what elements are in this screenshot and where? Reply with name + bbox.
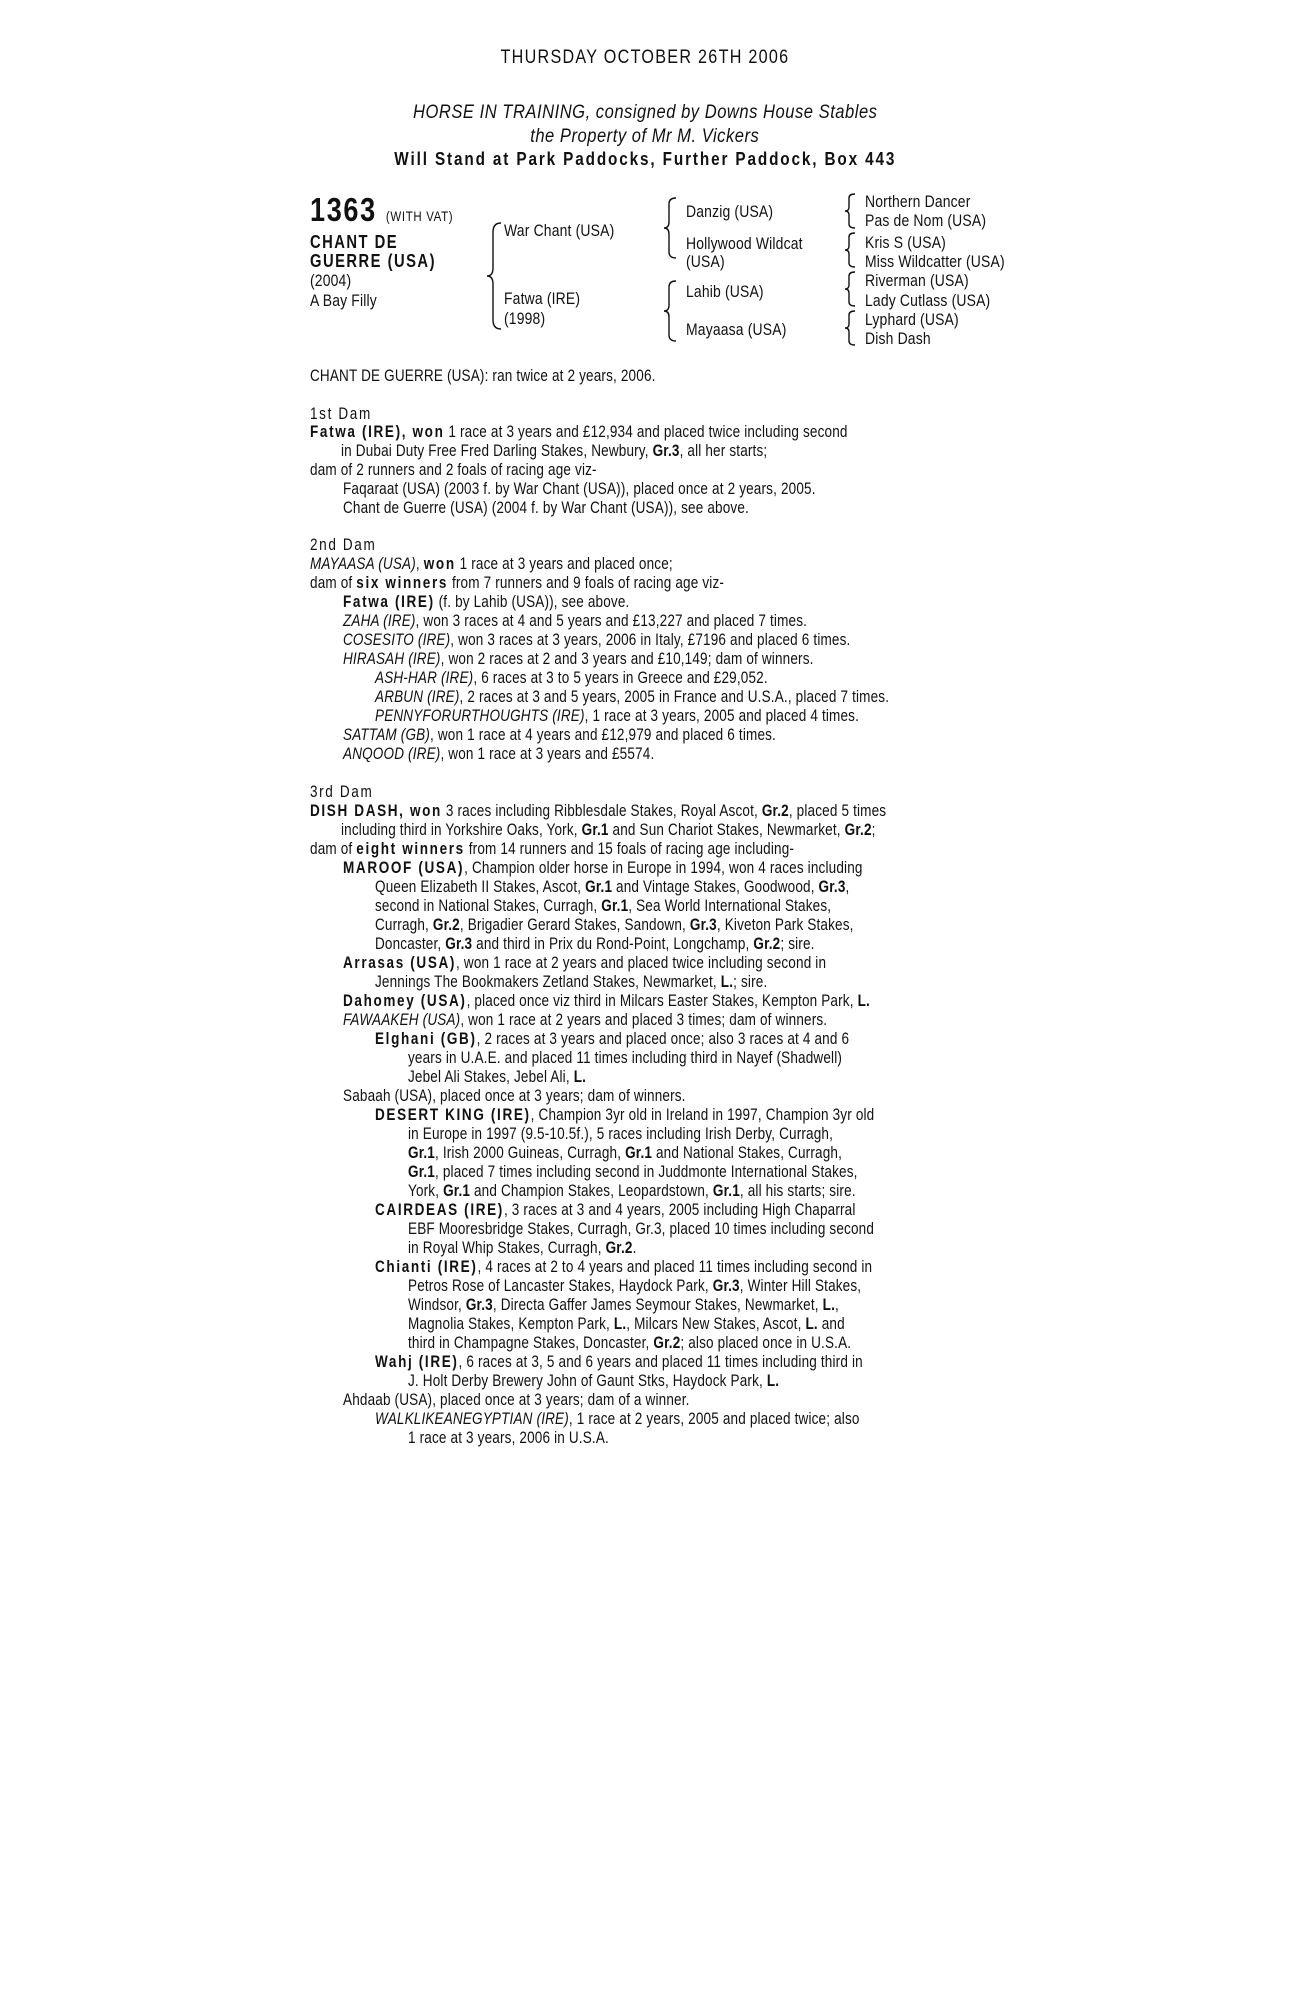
pedigree-sire: War Chant (USA): [504, 221, 615, 240]
pedigree-dam-sire: Lahib (USA): [686, 282, 764, 301]
second-dam-grandproduce-penny: PENNYFORURTHOUGHTS (IRE), 1 race at 3 years, 2005 and placed 4 times.: [375, 707, 860, 725]
dahomey-line: Dahomey (USA), placed once viz third in Milcars Easter Stakes, Kempton Park, L.: [343, 992, 870, 1010]
second-dam-produce-sattam: SATTAM (GB), won 1 race at 4 years and £12,979 and placed 6 times.: [343, 726, 776, 744]
chianti-line-4: Magnolia Stakes, Kempton Park, L., Milcars New Stakes, Ascot, L. and: [408, 1315, 845, 1333]
ahdaab-line: Ahdaab (USA), placed once at 3 years; dam of a winner.: [343, 1391, 690, 1409]
third-dam-heading: 3rd Dam: [310, 783, 374, 801]
fawaakeh-line: FAWAAKEH (USA), won 1 race at 2 years and placed 3 times; dam of winners.: [343, 1011, 828, 1029]
pedigree-sire-dam-country: (USA): [686, 252, 725, 271]
second-dam-line-1: MAYAASA (USA), won 1 race at 3 years and placed once;: [310, 555, 673, 573]
chianti-line-2: Petros Rose of Lancaster Stakes, Haydock Park, Gr.3, Winter Hill Stakes,: [408, 1277, 862, 1295]
third-dam-line-2: including third in Yorkshire Oaks, York, Gr.1 and Sun Chariot Stakes, Newmarket, Gr.2;: [341, 821, 876, 839]
pedigree-brace-ds: [843, 271, 859, 307]
maroof-line-5: Doncaster, Gr.3 and third in Prix du Rond-Point, Longchamp, Gr.2; sire.: [375, 935, 815, 953]
second-dam-produce-hirasah: HIRASAH (IRE), won 2 races at 2 and 3 years and £10,149; dam of winners.: [343, 650, 814, 668]
pedigree-dam-year: (1998): [504, 309, 546, 328]
desert-king-line-2: in Europe in 1997 (9.5-10.5f.), 5 races including Irish Derby, Curragh,: [408, 1125, 834, 1143]
pedigree-ddd: Dish Dash: [865, 329, 931, 348]
pedigree-dam: Fatwa (IRE): [504, 289, 581, 308]
second-dam-heading: 2nd Dam: [310, 536, 377, 554]
pedigree-brace-dd: [843, 310, 859, 346]
chianti-line-1: Chianti (IRE), 4 races at 2 to 4 years and placed 11 times including second in: [375, 1258, 873, 1276]
second-dam-grandproduce-arbun: ARBUN (IRE), 2 races at 3 and 5 years, 2005 in France and U.S.A., placed 7 times.: [375, 688, 890, 706]
elghani-line-1: Elghani (GB), 2 races at 3 years and placed once; also 3 races at 4 and 6: [375, 1030, 850, 1048]
first-dam-produce-2: Chant de Guerre (USA) (2004 f. by War Chant (USA)), see above.: [343, 499, 749, 517]
pedigree-sdd: Miss Wildcatter (USA): [865, 252, 1005, 271]
third-dam-line-3: dam of eight winners from 14 runners and 15 foals of racing age including-: [310, 840, 795, 858]
chianti-line-5: third in Champagne Stakes, Doncaster, Gr.2; also placed once in U.S.A.: [408, 1334, 852, 1352]
third-dam-line-1: DISH DASH, won 3 races including Ribblesdale Stakes, Royal Ascot, Gr.2, placed 5 times: [310, 802, 887, 820]
first-dam-line-3: dam of 2 runners and 2 foals of racing age viz-: [310, 461, 597, 479]
consignor-line: HORSE IN TRAINING, consigned by Downs House Stables: [412, 101, 878, 123]
cairdeas-line-3: in Royal Whip Stakes, Curragh, Gr.2.: [408, 1239, 637, 1257]
second-dam-produce-cosesito: COSESITO (IRE), won 3 races at 3 years, 2006 in Italy, £7196 and placed 6 times.: [343, 631, 851, 649]
foaling-year: (2004): [310, 271, 352, 290]
maroof-line-1: MAROOF (USA), Champion older horse in Europe in 1994, won 4 races including: [343, 859, 863, 877]
pedigree-brace-gen1: [485, 222, 505, 330]
chianti-line-3: Windsor, Gr.3, Directa Gaffer James Seymour Stakes, Newmarket, L.,: [408, 1296, 839, 1314]
pedigree-brace-ss: [843, 193, 859, 229]
lot-number: 1363 (WITH VAT): [310, 191, 454, 228]
pedigree-brace-dam: [662, 280, 680, 342]
wahj-line-1: Wahj (IRE), 6 races at 3, 5 and 6 years and placed 11 times including third in: [375, 1353, 863, 1371]
walklike-line-1: WALKLIKEANEGYPTIAN (IRE), 1 race at 2 years, 2005 and placed twice; also: [375, 1410, 860, 1428]
pedigree-ssd: Pas de Nom (USA): [865, 211, 987, 230]
wahj-line-2: J. Holt Derby Brewery John of Gaunt Stks, Haydock Park, L.: [408, 1372, 780, 1390]
walklike-line-2: 1 race at 3 years, 2006 in U.S.A.: [408, 1429, 609, 1447]
second-dam-produce-zaha: ZAHA (IRE), won 3 races at 4 and 5 years and £13,227 and placed 7 times.: [343, 612, 808, 630]
horse-name-line1: CHANT DE: [310, 232, 399, 252]
pedigree-brace-sire: [662, 197, 680, 259]
pedigree-sire-dam: Hollywood Wildcat: [686, 234, 803, 253]
pedigree-dsd: Lady Cutlass (USA): [865, 291, 991, 310]
second-dam-grandproduce-ashhar: ASH-HAR (IRE), 6 races at 3 to 5 years in Greece and £29,052.: [375, 669, 768, 687]
desert-king-line-3: Gr.1, Irish 2000 Guineas, Curragh, Gr.1 and National Stakes, Curragh,: [408, 1144, 843, 1162]
cairdeas-line-2: EBF Mooresbridge Stakes, Curragh, Gr.3, placed 10 times including second: [408, 1220, 875, 1238]
maroof-line-3: second in National Stakes, Curragh, Gr.1, Sea World International Stakes,: [375, 897, 832, 915]
horse-name-line2: GUERRE (USA): [310, 251, 436, 271]
cairdeas-line-1: CAIRDEAS (IRE), 3 races at 3 and 4 years, 2005 including High Chaparral: [375, 1201, 856, 1219]
arrasas-line-1: Arrasas (USA), won 1 race at 2 years and placed twice including second in: [343, 954, 827, 972]
sale-date: THURSDAY OCTOBER 26TH 2006: [500, 47, 790, 68]
maroof-line-4: Curragh, Gr.2, Brigadier Gerard Stakes, Sandown, Gr.3, Kiveton Park Stakes,: [375, 916, 854, 934]
second-dam-line-2: dam of six winners from 7 runners and 9 foals of racing age viz-: [310, 574, 725, 592]
vat-note: (WITH VAT): [385, 208, 454, 224]
owner-line: the Property of Mr M. Vickers: [530, 125, 760, 147]
second-dam-produce-anqood: ANQOOD (IRE), won 1 race at 3 years and £5574.: [343, 745, 655, 763]
desert-king-line-5: York, Gr.1 and Champion Stakes, Leopardstown, Gr.1, all his starts; sire.: [408, 1182, 856, 1200]
desert-king-line-4: Gr.1, placed 7 times including second in Juddmonte International Stakes,: [408, 1163, 858, 1181]
first-dam-line-2: in Dubai Duty Free Fred Darling Stakes, Newbury, Gr.3, all her starts;: [341, 442, 768, 460]
elghani-line-2: years in U.A.E. and placed 11 times including third in Nayef (Shadwell): [408, 1049, 843, 1067]
desert-king-line-1: DESERT KING (IRE), Champion 3yr old in Ireland in 1997, Champion 3yr old: [375, 1106, 875, 1124]
pedigree-dam-dam: Mayaasa (USA): [686, 320, 787, 339]
pedigree-dss: Riverman (USA): [865, 271, 969, 290]
race-summary: CHANT DE GUERRE (USA): ran twice at 2 years, 2006.: [310, 367, 656, 385]
arrasas-line-2: Jennings The Bookmakers Zetland Stakes, Newmarket, L.; sire.: [375, 973, 768, 991]
first-dam-heading: 1st Dam: [310, 405, 372, 423]
first-dam-line-1: Fatwa (IRE), won 1 race at 3 years and £12,934 and placed twice including second: [310, 423, 848, 441]
location-line: Will Stand at Park Paddocks, Further Paddock, Box 443: [393, 149, 896, 169]
second-dam-produce-fatwa: Fatwa (IRE) (f. by Lahib (USA)), see above.: [343, 593, 630, 611]
elghani-line-3: Jebel Ali Stakes, Jebel Ali, L.: [408, 1068, 587, 1086]
pedigree-sire-sire: Danzig (USA): [686, 202, 774, 221]
sabaah-line: Sabaah (USA), placed once at 3 years; dam of winners.: [343, 1087, 686, 1105]
pedigree-brace-sd: [843, 232, 859, 268]
pedigree-sds: Kris S (USA): [865, 233, 946, 252]
first-dam-produce-1: Faqaraat (USA) (2003 f. by War Chant (USA)), placed once at 2 years, 2005.: [343, 480, 816, 498]
maroof-line-2: Queen Elizabeth II Stakes, Ascot, Gr.1 and Vintage Stakes, Goodwood, Gr.3,: [375, 878, 850, 896]
pedigree-dds: Lyphard (USA): [865, 310, 959, 329]
pedigree-sss: Northern Dancer: [865, 192, 971, 211]
horse-description: A Bay Filly: [310, 291, 377, 310]
